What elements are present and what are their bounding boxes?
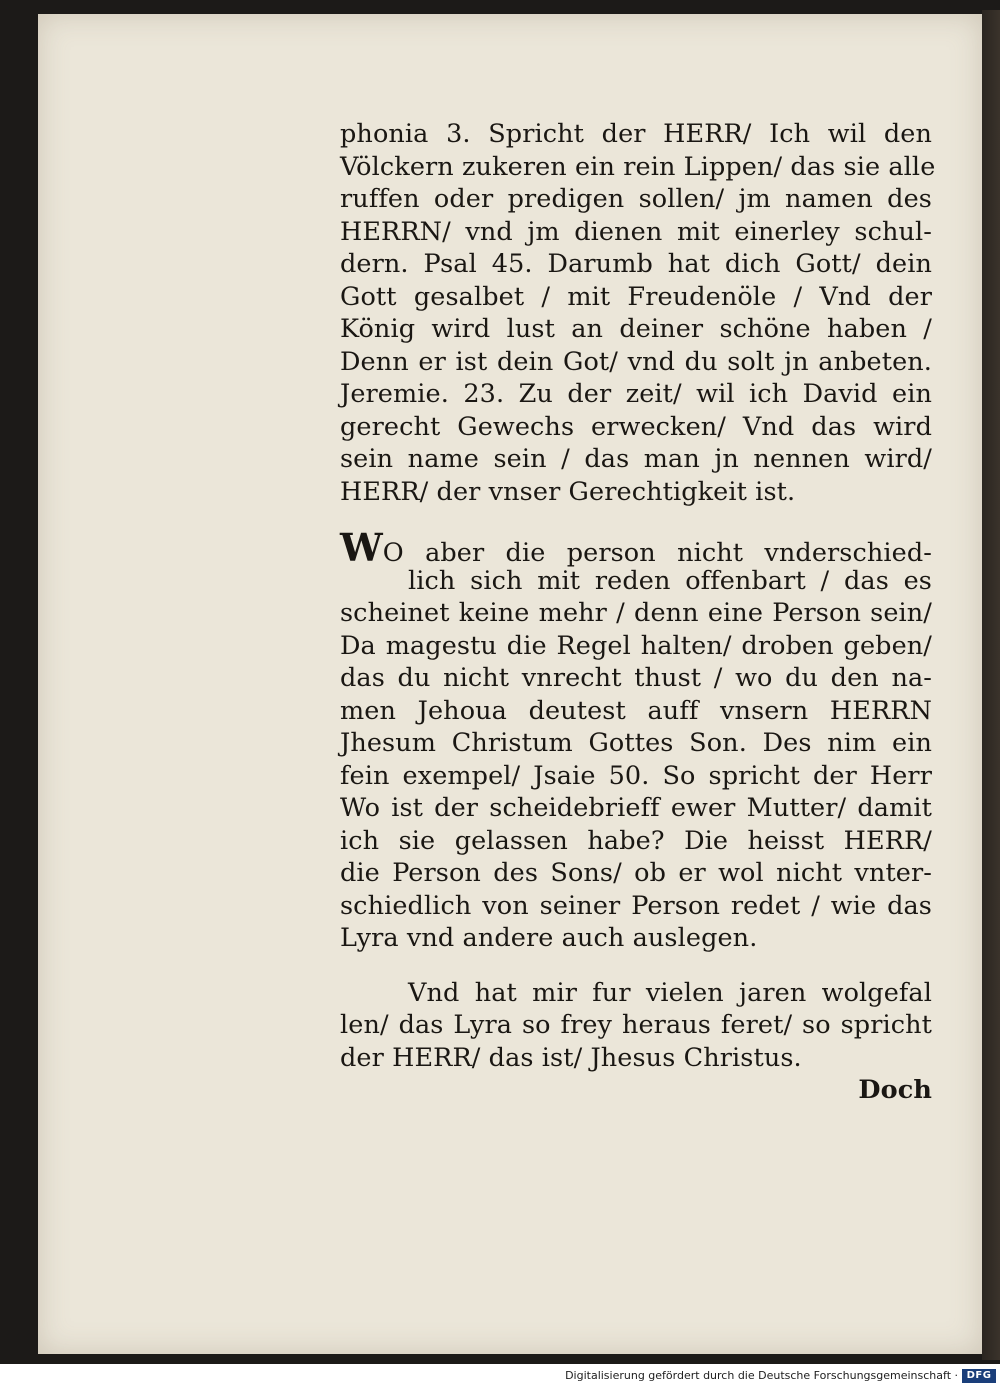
text-line: men Jehoua deutest auff vnsern HERRN: [340, 695, 932, 726]
text-line: phonia 3. Spricht der HERR/ Ich wil den: [340, 119, 932, 149]
text-line: scheinet keine mehr / denn eine Person sein/: [340, 598, 932, 628]
paragraph-3: [340, 977, 932, 1075]
page-edge: [982, 10, 1000, 1360]
funding-note: Digitalisierung gefördert durch die Deutsche Forschungsgemeinschaft ·: [565, 1369, 958, 1382]
text-line: gerecht Gewechs erwecken/ Vnd das wird: [340, 411, 932, 442]
text-line: lich sich mit reden offenbart / das es: [408, 565, 932, 596]
text-line: Wo ist der scheidebrieff ewer Mutter/ damit: [340, 793, 932, 823]
text-line: dern. Psal 45. Darumb hat dich Gott/ dein: [340, 249, 932, 279]
text-line: sein name sein / das man jn nennen wird/: [340, 444, 932, 474]
text-line: schiedlich von seiner Person redet / wie das: [340, 890, 932, 921]
text-line: der HERR/ das ist/ Jhesus Christus.: [340, 1042, 802, 1073]
text-line: [340, 525, 932, 570]
paragraph-1: [340, 118, 936, 508]
text-line: HERR/ der vnser Gerechtigkeit ist.: [340, 476, 796, 507]
text-line: König wird lust an deiner schöne haben /: [340, 314, 932, 344]
paragraph-2: [340, 525, 932, 955]
text-line: Gott gesalbet / mit Freudenöle / Vnd der: [340, 281, 932, 312]
text-line: len/ das Lyra so frey heraus feret/ so spricht: [340, 1010, 932, 1040]
text-line: das du nicht vnrecht thust / wo du den na-: [340, 663, 932, 693]
footer-bar: [0, 1364, 1000, 1388]
text-line: fein exempel/ Jsaie 50. So spricht der Herr: [340, 760, 932, 791]
text-line: Jeremie. 23. Zu der zeit/ wil ich David ein: [340, 379, 932, 409]
dfg-logo-icon: DFG: [962, 1369, 996, 1383]
text-line: Jhesum Christum Gottes Son. Des nim ein: [340, 728, 932, 758]
text-line: Vnd hat mir fur vielen jaren wolgefal: [408, 977, 932, 1008]
text-block: [340, 118, 936, 1107]
catchword: Doch: [858, 1075, 932, 1105]
text-line: Lyra vnd andere auch auslegen.: [340, 923, 758, 953]
text-line: HERRN/ vnd jm dienen mit einerley schul-: [340, 216, 932, 247]
text-line: Denn er ist dein Got/ vnd du solt jn anbeten.: [340, 346, 932, 377]
initial-letter: W: [340, 525, 383, 570]
text-line: Völckern zukeren ein rein Lippen/ das sie alle: [340, 151, 936, 182]
text-line: ich sie gelassen habe? Die heisst HERR/: [340, 825, 932, 856]
text-line: ruffen oder predigen sollen/ jm namen des: [340, 184, 932, 214]
text-line: Da magestu die Regel halten/ droben geben/: [340, 630, 932, 661]
text-line: die Person des Sons/ ob er wol nicht vnter-: [340, 858, 932, 888]
text-line-rest: O aber die person nicht vnderschied-: [382, 538, 932, 568]
